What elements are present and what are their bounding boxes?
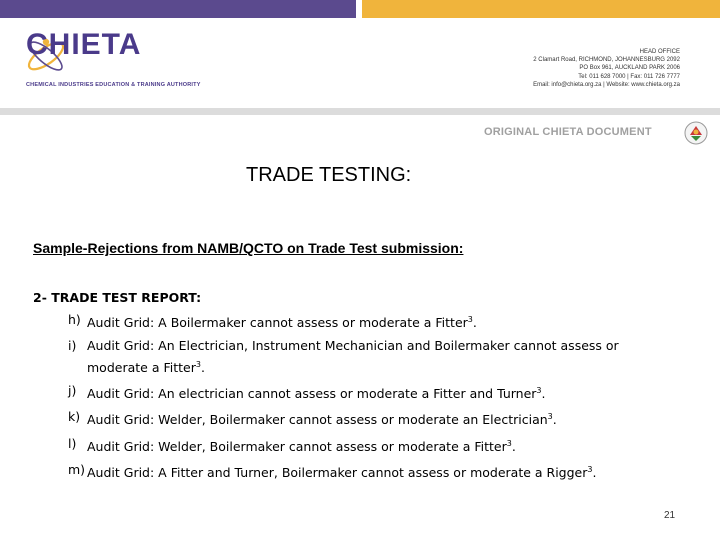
page-subtitle: Sample-Rejections from NAMB/QCTO on Trade Test submission: xyxy=(33,240,464,256)
address-line: HEAD OFFICE xyxy=(639,49,680,55)
header-bar-gold xyxy=(362,0,720,18)
logo-tagline: CHEMICAL INDUSTRIES EDUCATION & TRAINING AUTHORITY xyxy=(26,82,201,88)
list-marker: l) xyxy=(68,435,77,451)
list-item-text: Audit Grid: Welder, Boilermaker cannot assess or moderate a Fitter xyxy=(87,438,507,454)
list-item-end: . xyxy=(541,386,546,402)
list-item-end: . xyxy=(200,360,205,376)
header-bar-purple xyxy=(0,0,356,18)
footnote-ref: 3 xyxy=(547,412,553,422)
address-line: Email: info@chieta.org.za | Website: www.chieta.org.za xyxy=(533,81,680,88)
list-marker: h) xyxy=(68,312,81,327)
list-item xyxy=(68,434,668,456)
list-item xyxy=(68,310,668,332)
list-marker: i) xyxy=(68,338,77,354)
page-title: TRADE TESTING: xyxy=(246,164,412,186)
list-item-end: . xyxy=(472,315,477,331)
address-line: 2 Clamart Road, RICHMOND, JOHANNESBURG 2092 xyxy=(533,57,680,64)
list-marker: m) xyxy=(68,461,86,477)
list-item xyxy=(68,407,668,429)
footnote-ref: 3 xyxy=(506,438,512,448)
list-marker: j) xyxy=(68,383,77,399)
footnote-ref: 3 xyxy=(536,386,542,396)
list-item xyxy=(68,460,668,482)
head-office-address xyxy=(533,48,680,89)
list-item-end: . xyxy=(592,464,597,480)
coat-of-arms-icon xyxy=(684,121,708,145)
list-item xyxy=(68,381,668,403)
header-divider xyxy=(0,108,720,115)
list-item-text: Audit Grid: A Boilermaker cannot assess or moderate a Fitter xyxy=(87,315,468,331)
list-item-end: . xyxy=(552,412,557,428)
section-heading: 2- TRADE TEST REPORT: xyxy=(33,290,202,305)
address-line: PO Box 961, AUCKLAND PARK 2006 xyxy=(579,65,680,72)
list-item-text: Audit Grid: A Fitter and Turner, Boilermaker cannot assess or moderate a Rigger xyxy=(87,464,588,480)
list-item-text: Audit Grid: Welder, Boilermaker cannot assess or moderate an Electrician xyxy=(87,412,548,428)
footnote-ref: 3 xyxy=(195,360,201,370)
address-line: Tel: 011 628 7000 | Fax: 011 726 7777 xyxy=(578,73,680,80)
list-item-end: . xyxy=(511,438,516,454)
list-item xyxy=(68,336,668,377)
page-number: 21 xyxy=(664,510,676,521)
list-marker: k) xyxy=(68,409,81,425)
footnote-ref: 3 xyxy=(587,464,593,474)
original-document-label: ORIGINAL CHIETA DOCUMENT xyxy=(484,126,652,138)
logo-wordmark: CHIETA xyxy=(26,28,142,61)
list-item-text: Audit Grid: An Electrician, Instrument Mechanician and Boilermaker cannot assess or moderate a Fitter xyxy=(87,338,619,376)
rejection-list xyxy=(68,310,668,486)
footnote-ref: 3 xyxy=(467,315,473,324)
list-item-text: Audit Grid: An electrician cannot assess or moderate a Fitter and Turner xyxy=(87,386,537,402)
